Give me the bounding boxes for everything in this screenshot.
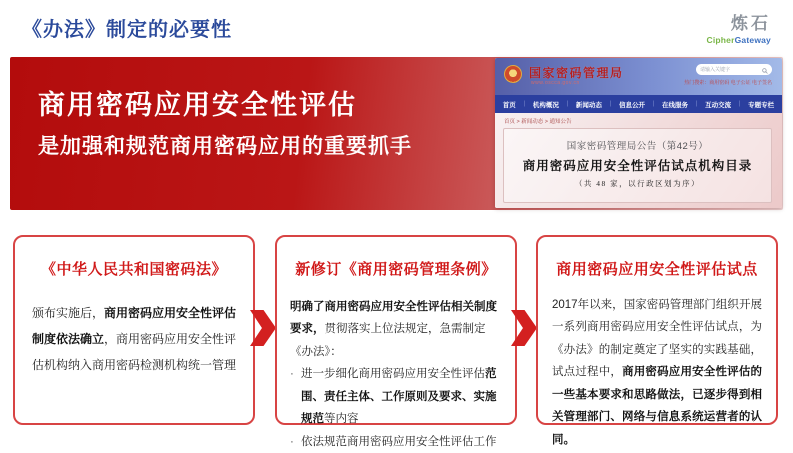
body-text: ，商用密码应用安全性评估机构纳入商用密码检测机构统一管理 <box>31 331 237 372</box>
bullet-marker: · <box>290 368 294 381</box>
site-nav-item-home: 首页 <box>502 101 516 109</box>
banner-headline: 商用密码应用安全性评估 <box>38 90 357 120</box>
body-text: 贯彻落实上位法规定，急需制定《办法》： <box>290 323 486 358</box>
card-lead-paragraph <box>290 296 503 363</box>
bullet-item <box>290 363 503 430</box>
body-text-bold: 商用密码应用安全性评估制度依法确立 <box>31 306 237 346</box>
nav-separator: | <box>695 101 698 107</box>
logo-en-gateway: Gateway <box>734 35 771 45</box>
body-text: 2017年以来，国家密码管理部门组织开展一系列商用密码应用安全性评估试点，为《办法》的制定奠定了坚实的实践基础，试点过程中， <box>552 299 762 379</box>
logo-name-en <box>707 35 772 45</box>
nav-separator: | <box>738 101 741 107</box>
card-body <box>30 301 238 378</box>
site-nav-item-services: 在线服务 <box>662 101 688 109</box>
body-text-bold: 范围、责任主体、工作原则及要求、实施规范 <box>301 368 497 426</box>
site-search-placeholder: 请输入关键字 <box>700 67 731 73</box>
announcement-number: 国家密码管理局公告（第42号） <box>566 141 709 152</box>
announcement-title: 商用密码应用安全性评估试点机构目录 <box>522 159 753 173</box>
card-body <box>552 294 762 451</box>
nav-separator: | <box>609 101 612 107</box>
nav-separator: | <box>566 101 569 107</box>
site-search-box <box>696 64 772 75</box>
nav-separator: | <box>523 101 526 107</box>
site-nav-item-news: 新闻动态 <box>575 101 602 109</box>
national-emblem-icon <box>504 65 522 83</box>
logo-en-cipher: Cipher <box>706 35 735 45</box>
card-cryptography-law <box>13 235 255 425</box>
banner-subheadline: 是加强和规范商用密码应用的重要抓手 <box>38 135 412 158</box>
bullet-text <box>301 363 503 430</box>
body-text: 进一步细化商用密码应用安全性评估 <box>301 368 485 381</box>
site-agency-url: www.oscca.gov.cn <box>531 80 580 86</box>
card-title: 商用密码应用安全性评估试点 <box>556 261 758 278</box>
site-nav-item-overview: 机构概况 <box>532 101 559 109</box>
search-icon <box>762 61 768 79</box>
bullet-text <box>301 431 497 453</box>
site-breadcrumb: 首页 > 新闻动态 > 通知公告 <box>504 119 572 125</box>
site-content-area <box>495 113 782 208</box>
site-nav-item-interaction: 互动交流 <box>705 101 732 109</box>
body-text-bold: 商用密码应用安全性评估的一些基本要求和思路做法，已逐步得到相关管理部门、网络与信息系统运营者的认同。 <box>552 366 763 446</box>
body-text: 颁布实施后， <box>31 306 104 320</box>
card-security-evaluation-pilot <box>536 235 778 446</box>
card-commercial-cryptography-regulation <box>275 235 517 448</box>
bullet-item <box>290 431 503 453</box>
bullet-marker: · <box>290 435 294 448</box>
site-nav-item-disclosure: 信息公开 <box>618 101 645 109</box>
nav-separator: | <box>652 101 655 107</box>
body-text: 依法规范商用密码应用安全性评估工作 <box>301 435 497 448</box>
announcement-note: （共 48 家，以行政区划为序） <box>574 179 701 188</box>
website-screenshot <box>495 58 782 208</box>
company-logo <box>707 9 772 45</box>
logo-name-cn: 炼石 <box>731 14 771 33</box>
card-title: 《中华人民共和国密码法》 <box>40 261 227 278</box>
card-body <box>290 296 503 453</box>
card-title: 新修订《商用密码管理条例》 <box>295 261 497 278</box>
site-agency-name: 国家密码管理局 <box>529 66 624 80</box>
site-nav-item-topics: 专题专栏 <box>748 101 775 109</box>
body-text-bold: 明确了商用密码应用安全性评估相关制度要求， <box>290 301 497 336</box>
body-text: 等内容 <box>324 413 359 426</box>
site-hot-links: 热门搜索：商用密码 电子公证 电子签名 <box>684 80 772 86</box>
site-article-box <box>503 128 772 203</box>
page-title: 《办法》制定的必要性 <box>22 19 232 41</box>
site-header <box>495 58 782 95</box>
site-nav-bar <box>495 95 782 113</box>
